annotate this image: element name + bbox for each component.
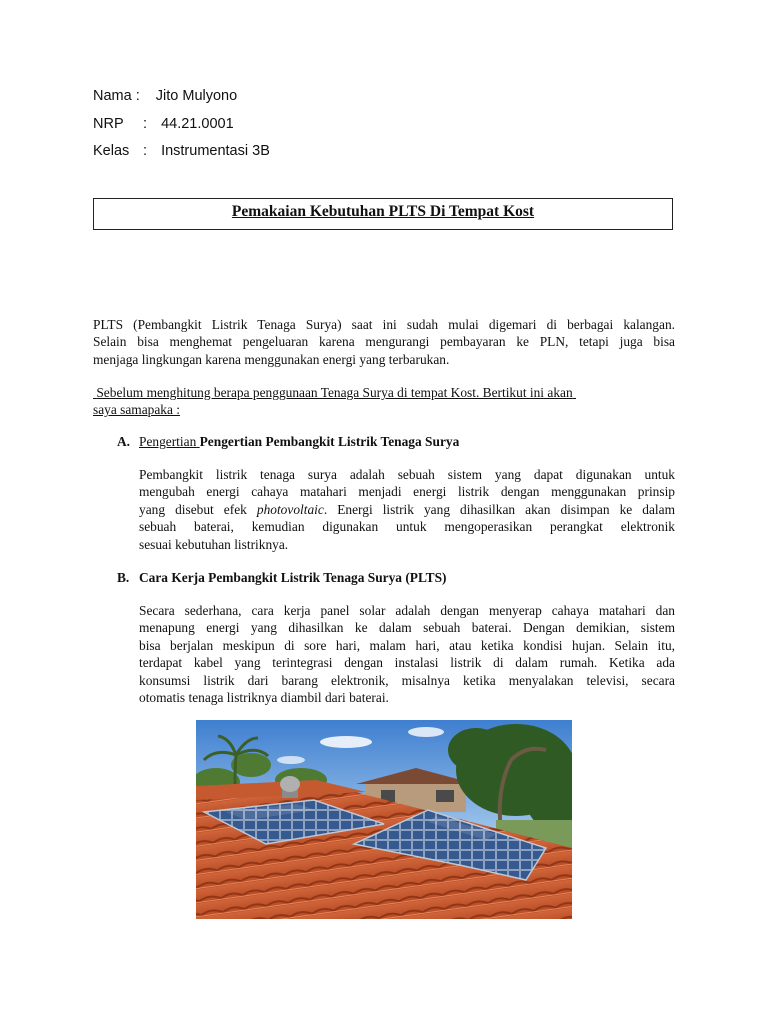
section-b-title: Cara Kerja Pembangkit Listrik Tenaga Surya (PLTS) bbox=[139, 570, 447, 585]
section-b-line-1: Secara sederhana, cara kerja panel solar adalah dengan menyerap cahaya matahari dan bbox=[139, 603, 675, 618]
intro-line-2: Selain bisa menghemat pengeluaran karena mengurangi pembayaran ke PLN, tetapi juga bisa bbox=[93, 334, 675, 350]
solar-roof-illustration bbox=[196, 720, 572, 919]
nrp-value: 44.21.0001 bbox=[161, 116, 234, 132]
info-nrp bbox=[93, 115, 234, 133]
solar-roof-photo bbox=[196, 720, 572, 919]
section-b-line-5: konsumsi listrik dari barang elektronik, misalnya ketika menyalakan televisi, secara bbox=[139, 672, 675, 688]
lead-line-2: saya samapaka : bbox=[93, 402, 180, 418]
section-b-line-4: terdapat kabel yang terintegrasi dengan instalasi listrik di dalam rumah. Ketika ada bbox=[139, 655, 675, 671]
section-b-line-3: bisa berjalan meskipun di sore hari, malam hari, atau ketika kondisi hujan. Selain itu, bbox=[139, 637, 675, 653]
nrp-label: NRP bbox=[93, 116, 124, 132]
kelas-label: Kelas bbox=[93, 143, 130, 159]
document-title-box bbox=[93, 198, 673, 230]
kelas-separator: : bbox=[143, 143, 148, 159]
intro-paragraph bbox=[93, 316, 675, 368]
section-b-letter: B. bbox=[117, 570, 130, 585]
section-a-title: Pengertian Pembangkit Listrik Tenaga Surya bbox=[199, 434, 460, 449]
nama-label: Nama : bbox=[93, 88, 140, 104]
section-a-letter: A. bbox=[117, 434, 131, 449]
photovoltaic-term: photovoltaic bbox=[256, 501, 324, 517]
lead-line-1: Sebelum menghitung berapa penggunaan Tenaga Surya di tempat Kost. Bertikut ini akan bbox=[96, 385, 573, 400]
section-a-prefix: Pengertian bbox=[139, 434, 197, 449]
section-a-line-3: yang disebut efek photovoltaic. Energi listrik yang dihasilkan akan disimpan ke dalam bbox=[139, 501, 675, 517]
section-b-heading bbox=[117, 569, 447, 586]
section-b-line-2: menapung energi yang dihasilkan ke dalam sebuah baterai. Dengan demikian, sistem bbox=[139, 620, 675, 636]
section-b-body bbox=[139, 602, 675, 706]
lead-paragraph bbox=[93, 384, 675, 419]
section-b-line-6: otomatis tenaga listriknya diambil dari baterai. bbox=[139, 690, 389, 706]
document-title: Pemakaian Kebutuhan PLTS Di Tempat Kost bbox=[231, 203, 535, 220]
section-a-heading bbox=[117, 433, 459, 450]
nama-value: Jito Mulyono bbox=[155, 88, 238, 104]
section-a-body bbox=[139, 466, 675, 553]
section-a-line-1: Pembangkit listrik tenaga surya adalah sebuah sistem yang dapat digunakan untuk bbox=[139, 467, 675, 482]
section-a-line-5: sesuai kebutuhan listriknya. bbox=[139, 536, 289, 552]
nrp-separator: : bbox=[143, 116, 148, 132]
section-a-line-2: mengubah energi cahaya matahari menjadi energi listrik dengan menggunakan prinsip bbox=[139, 484, 675, 500]
intro-line-1: PLTS (Pembangkit Listrik Tenaga Surya) saat ini sudah mulai digemari di berbagai kalangan. bbox=[93, 317, 675, 332]
info-nama bbox=[93, 87, 237, 105]
section-a-line-4: sebuah baterai, kemudian digunakan untuk mengoperasikan perangkat elektronik bbox=[139, 519, 675, 535]
intro-line-3: menjaga lingkungan karena menggunakan energi yang terbarukan. bbox=[93, 351, 450, 367]
info-kelas bbox=[93, 142, 270, 160]
kelas-value: Instrumentasi 3B bbox=[161, 143, 270, 159]
